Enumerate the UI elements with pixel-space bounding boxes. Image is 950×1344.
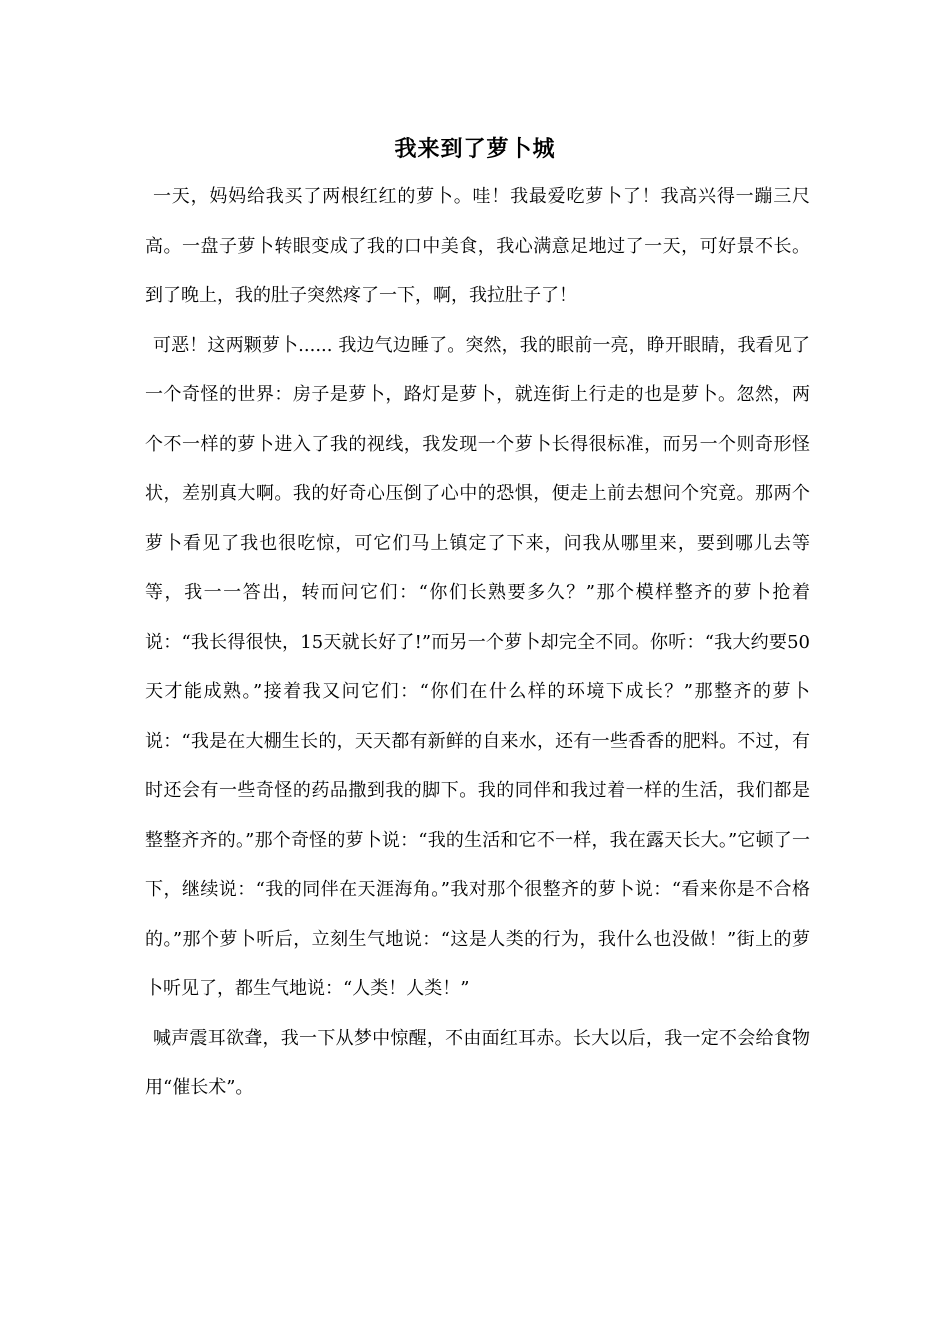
paragraph-1: 一天，妈妈给我买了两根红红的萝卜。哇！我最爱吃萝卜了！我高兴得一蹦三尺高。一盘子萝卜转眼变成了我的口中美食，我心满意足地过了一天，可好景不长。到了晚上，我的肚子突然疼了一下，啊，我拉肚子了！	[145, 186, 810, 306]
paragraph-3: 喊声震耳欲聋，我一下从梦中惊醒，不由面红耳赤。长大以后，我一定不会给食物用“催长术”。	[145, 1027, 810, 1098]
document-body	[145, 172, 810, 1113]
document-title: 我来到了萝卜城	[394, 136, 556, 162]
paragraph-2: 可恶！这两颗萝卜...... 我边气边睡了。突然，我的眼前一亮，睁开眼睛，我看见了一个奇怪的世界：房子是萝卜，路灯是萝卜，就连街上行走的也是萝卜。忽然，两个不一样的萝卜进入了我的视线，我发现一个萝卜长得很标准，而另一个则奇形怪状，差别真大啊。我的好奇心压倒了心中的恐惧，便走上前去想问个究竟。那两个萝卜看见了我也很吃惊，可它们马上镇定了下来，问我从哪里来，要到哪儿去等等，我一一答出，转而问它们：“你们长熟要多久？”那个模样整齐的萝卜抢着说：“我长得很快，15天就长好了!”而另一个萝卜却完全不同。你听：“我大约要50天才能成熟。”接着我又问它们：“你们在什么样的环境下成长？”那整齐的萝卜说：“我是在大棚生长的，天天都有新鲜的自来水，还有一些香香的肥料。不过，有时还会有一些奇怪的药品撒到我的脚下。我的同伴和我过着一样的生活，我们都是整整齐齐的。”那个奇怪的萝卜说：“我的生活和它不一样，我在露天长大。”它顿了一下，继续说：“我的同伴在天涯海角。”我对那个很整齐的萝卜说：“看来你是不合格的。”那个萝卜听后，立刻生气地说：“这是人类的行为，我什么也没做！”街上的萝卜听见了，都生气地说：“人类！人类！”	[145, 334, 810, 999]
